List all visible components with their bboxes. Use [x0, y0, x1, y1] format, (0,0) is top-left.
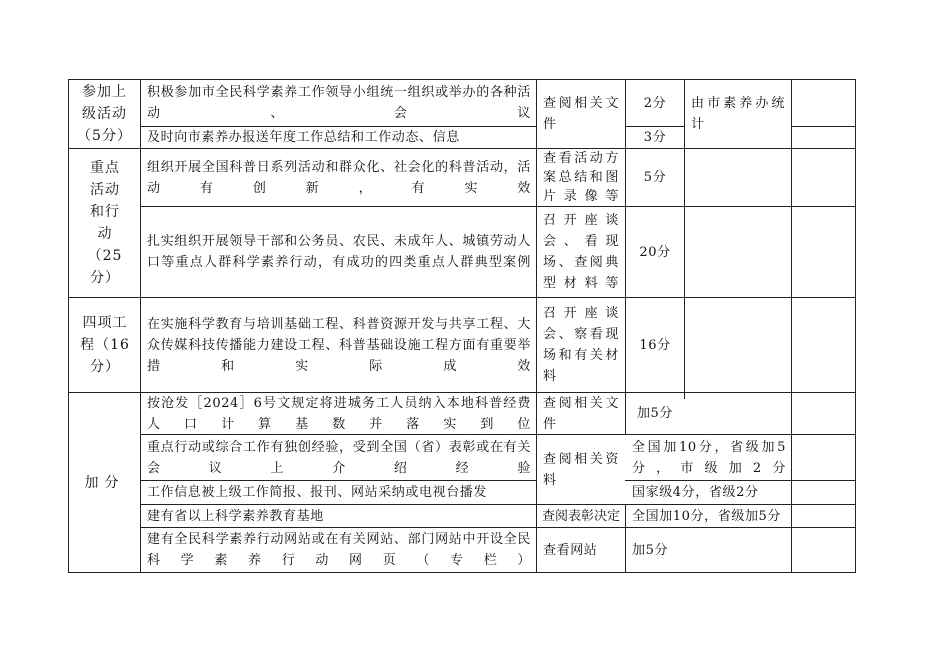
category-bonus: 加分 [84, 474, 125, 491]
score-participate-1: 2分 [643, 95, 667, 111]
score-participate-2: 3分 [643, 130, 667, 145]
table-border-bottom [68, 572, 856, 573]
item-participate-meetings: 积极参加市全民科学素养工作领导小组统一组织或举办的各种活动、会议 [147, 85, 531, 121]
method-participate: 查阅相关文件 [543, 96, 619, 132]
score-bonus-website: 加5分 [632, 542, 669, 558]
item-bonus-media: 工作信息被上级工作简报、报刊、网站采纳或电视台播发 [147, 485, 488, 500]
score-bonus-award: 全国加10分，省级加5分，市级加2分 [632, 439, 786, 476]
note-participate: 由市素养办统计 [691, 96, 785, 132]
method-four-projects: 召开座谈会、察看现场和有关材料 [543, 306, 619, 384]
score-bonus-media: 国家级4分，省级2分 [632, 485, 759, 500]
score-science-day: 5分 [643, 170, 667, 185]
method-bonus-website: 查看网站 [543, 542, 598, 558]
table-border-right [855, 79, 856, 572]
item-bonus-website: 建有全民科学素养行动网站或在有关网站、部门网站中开设全民科学素养行动网页（专栏） [147, 532, 531, 568]
row-divider [791, 126, 856, 127]
method-bonus-materials: 查阅相关资料 [543, 451, 619, 488]
item-bonus-migrant: 按沧发［2024］6号文规定将进城务工人员纳入本地科普经费人口计算基数并落实到位 [147, 395, 531, 432]
score-four-projects: 16分 [639, 337, 671, 353]
score-bonus-base: 全国加10分，省级加5分 [632, 508, 782, 524]
score-bonus-migrant: 加5分 [636, 406, 674, 421]
category-four-projects: 四项工程（16分） [80, 315, 130, 375]
item-bonus-base: 建有省以上科学素养教育基地 [147, 508, 324, 524]
method-science-day: 查看活动方案总结和图片录像等 [543, 151, 619, 204]
category-participate: 参加上级活动（5分） [77, 84, 132, 144]
item-key-groups: 扎实组织开展领导干部和公务员、农民、未成年人、城镇劳动人口等重点人群科学素养行动，有成功的四类重点人群典型案例 [147, 234, 531, 270]
method-bonus-migrant: 查阅相关文件 [543, 395, 619, 432]
score-key-groups: 20分 [639, 244, 671, 260]
method-bonus-base: 查阅表彰决定 [542, 508, 621, 524]
category-key-activities: 重点活动和行动（25分） [87, 160, 123, 286]
method-key-groups: 召开座谈会、看现场、查阅典型材料等 [543, 213, 619, 291]
column-divider [791, 79, 792, 572]
item-four-projects: 在实施科学教育与培训基础工程、科普资源开发与共享工程、大众传媒科技传播能力建设工程、科普基础设施工程方面有重要举措和实际成效 [147, 316, 531, 374]
item-bonus-award: 重点行动或综合工作有独创经验，受到全国（省）表彰或在有关会议上介绍经验 [147, 439, 531, 476]
item-science-day: 组织开展全国科普日系列活动和群众化、社会化的科普活动，活动有创新，有实效 [147, 159, 531, 196]
item-participate-reports: 及时向市素养办报送年度工作总结和工作动态、信息 [147, 130, 460, 145]
